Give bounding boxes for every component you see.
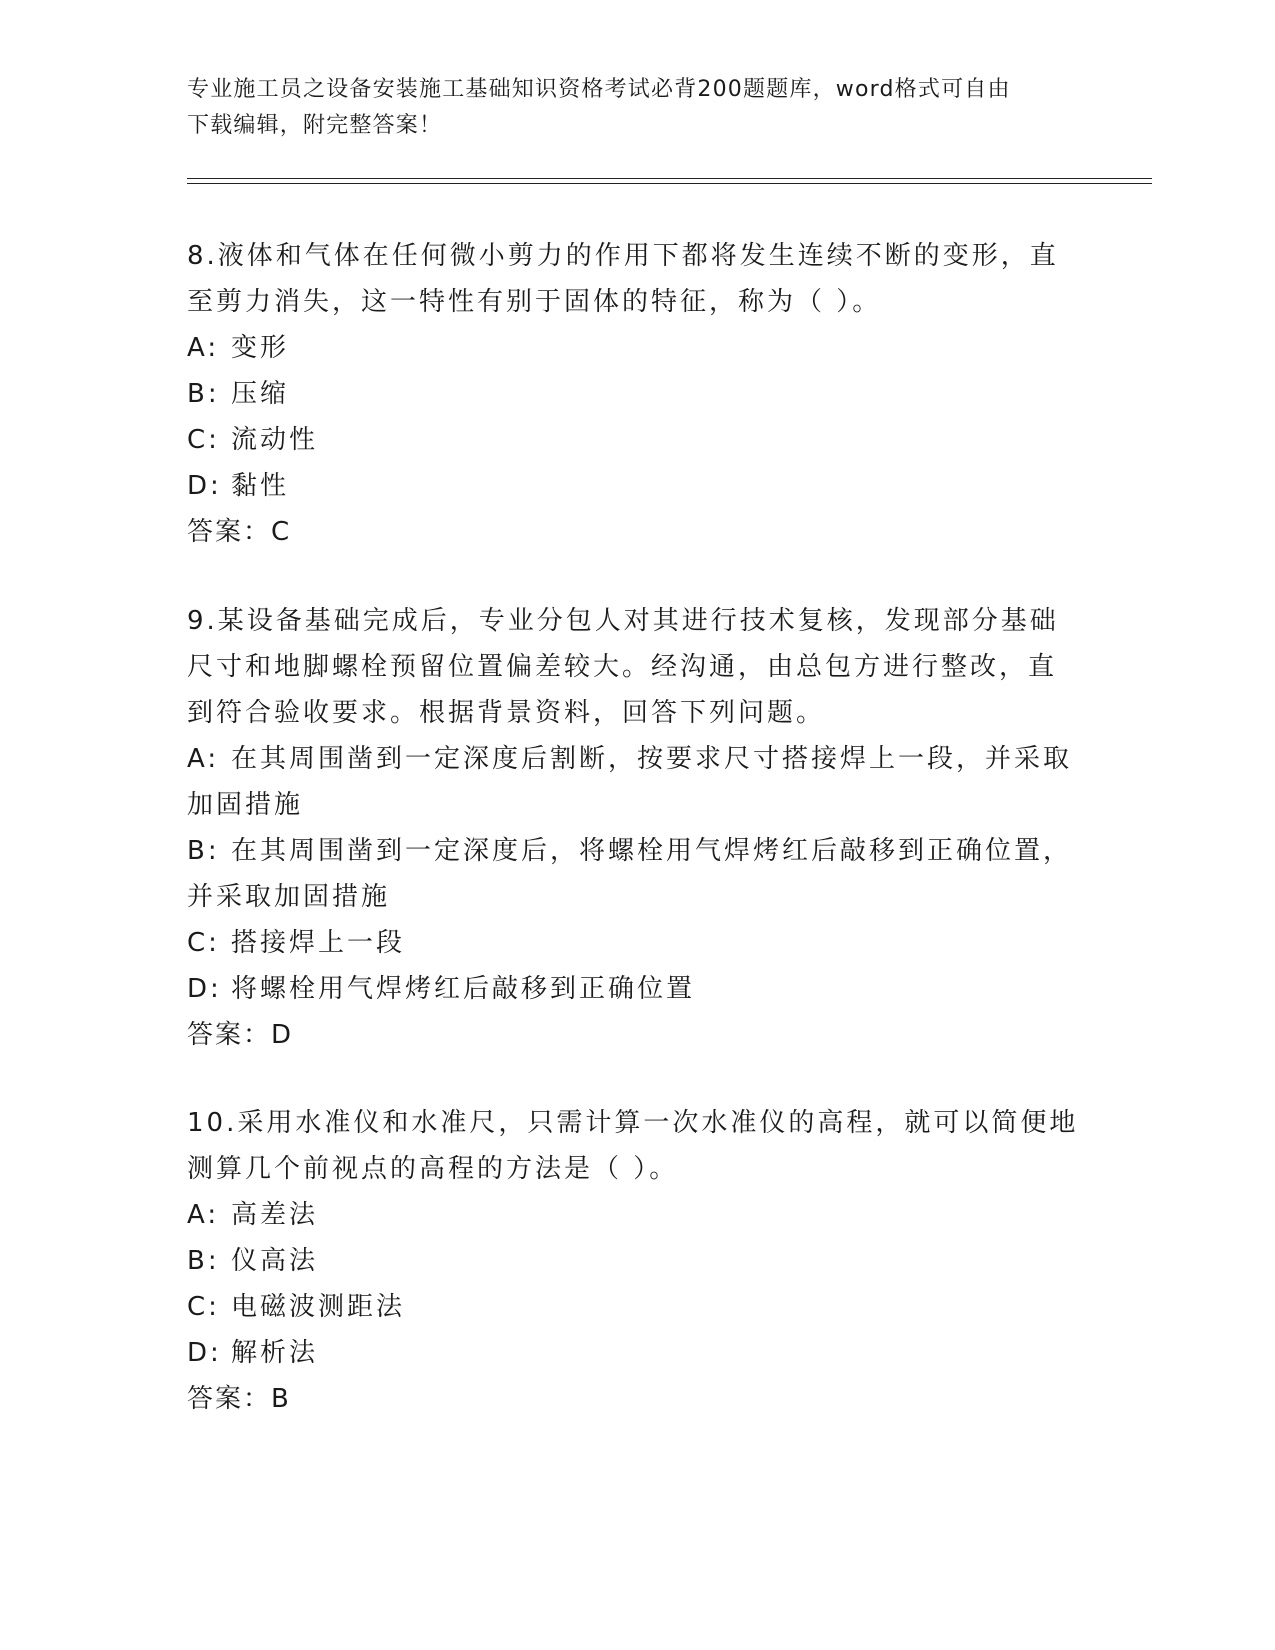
option-text: 电磁波测距法: [231, 1292, 406, 1322]
option-d: [187, 966, 1087, 1012]
option-letter: B:: [187, 379, 220, 409]
question-stem-line: 10.采用水准仪和水准尺，只需计算一次水准仪的高程，就可以简便地: [187, 1108, 1079, 1138]
answer-line: 答案：B: [187, 1384, 291, 1414]
answer-line: 答案：C: [187, 517, 292, 547]
option-d: [187, 1330, 1087, 1376]
option-letter: A:: [187, 744, 220, 774]
document-intro: [187, 72, 1077, 144]
option-text: 在其周围凿到一定深度后，将螺栓用气焊烤红后敲移到正确位置，: [231, 836, 1073, 866]
option-letter: C:: [187, 1292, 220, 1322]
option-c: [187, 1284, 1087, 1330]
intro-line-1: 专业施工员之设备安装施工基础知识资格考试必背200题题库，word格式可自由: [187, 77, 1011, 102]
option-b: [187, 1238, 1087, 1284]
question-stem-line: 8.液体和气体在任何微小剪力的作用下都将发生连续不断的变形，直: [187, 241, 1059, 271]
option-c: [187, 920, 1087, 966]
option-text: 黏性: [231, 471, 290, 501]
option-b: [187, 828, 1087, 874]
option-b-continuation: 并采取加固措施: [187, 882, 391, 912]
option-letter: C:: [187, 425, 220, 455]
option-letter: A:: [187, 333, 220, 363]
question-stem-line: 到符合验收要求。根据背景资料，回答下列问题。: [187, 698, 826, 728]
option-c: [187, 417, 1087, 463]
option-text: 变形: [231, 333, 290, 363]
option-text: 仪高法: [231, 1246, 319, 1276]
question-stem-line: 9.某设备基础完成后，专业分包人对其进行技术复核，发现部分基础: [187, 606, 1059, 636]
question-8: [187, 233, 1087, 555]
question-stem-line: 至剪力消失，这一特性有别于固体的特征，称为（ ）。: [187, 287, 882, 317]
option-letter: A:: [187, 1200, 220, 1230]
option-text: 将螺栓用气焊烤红后敲移到正确位置: [231, 974, 696, 1004]
option-text: 高差法: [231, 1200, 319, 1230]
question-10: [187, 1100, 1087, 1422]
option-a: [187, 736, 1087, 782]
option-text: 压缩: [231, 379, 290, 409]
option-a-continuation: 加固措施: [187, 790, 304, 820]
intro-line-2: 下载编辑，附完整答案！: [187, 113, 443, 138]
option-letter: B:: [187, 836, 220, 866]
option-letter: D:: [187, 471, 222, 501]
option-letter: C:: [187, 928, 220, 958]
option-text: 流动性: [231, 425, 319, 455]
option-a: [187, 1192, 1087, 1238]
option-letter: D:: [187, 974, 222, 1004]
answer-line: 答案：D: [187, 1020, 294, 1050]
option-text: 在其周围凿到一定深度后割断，按要求尺寸搭接焊上一段，并采取: [231, 744, 1073, 774]
header-divider-top: [187, 178, 1152, 179]
question-stem-line: 尺寸和地脚螺栓预留位置偏差较大。经沟通，由总包方进行整改，直: [187, 652, 1058, 682]
option-d: [187, 463, 1087, 509]
question-stem-line: 测算几个前视点的高程的方法是（ ）。: [187, 1154, 679, 1184]
header-divider-bottom: [187, 183, 1152, 184]
option-letter: D:: [187, 1338, 222, 1368]
option-b: [187, 371, 1087, 417]
option-letter: B:: [187, 1246, 220, 1276]
question-9: [187, 598, 1087, 1058]
option-a: [187, 325, 1087, 371]
option-text: 搭接焊上一段: [231, 928, 406, 958]
option-text: 解析法: [231, 1338, 319, 1368]
